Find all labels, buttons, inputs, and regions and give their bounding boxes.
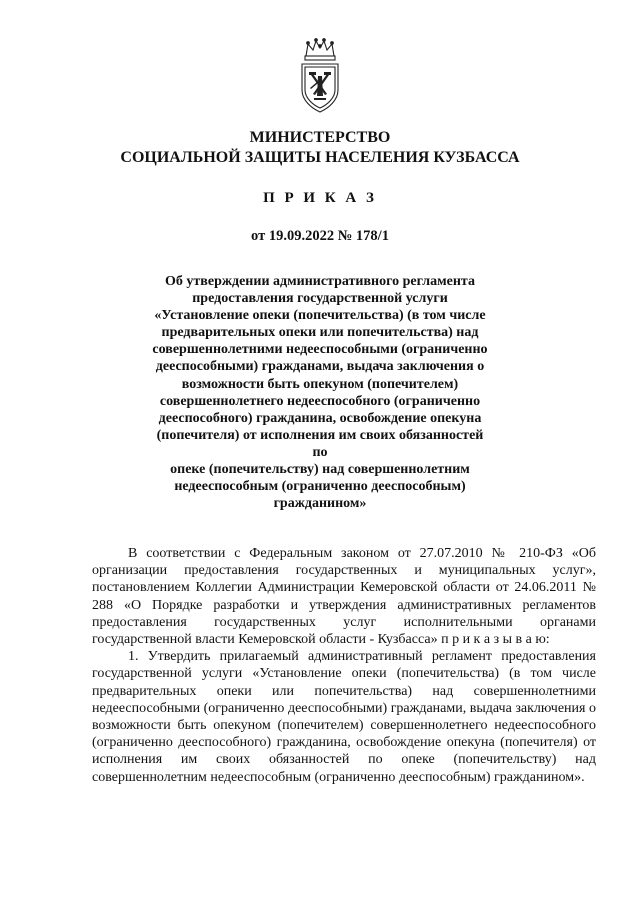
title-line: возможности быть опекуном (попечителем) xyxy=(181,376,459,392)
document-body xyxy=(92,545,596,786)
order-number: от 19.09.2022 № 178/1 xyxy=(251,228,389,244)
title-line: гражданином» xyxy=(273,496,367,512)
order-heading: П Р И К А З xyxy=(263,190,377,206)
kuzbass-coat-of-arms-icon xyxy=(296,36,344,114)
title-line: совершеннолетними недееспособными (ограниченно xyxy=(152,342,488,358)
title-line: недееспособным (ограниченно дееспособным) xyxy=(174,479,466,495)
ministry-line-2: СОЦИАЛЬНОЙ ЗАЩИТЫ НАСЕЛЕНИЯ КУЗБАССА xyxy=(120,149,520,166)
title-line: опеке (попечительству) над совершеннолетним xyxy=(170,462,470,478)
ministry-header xyxy=(60,128,580,168)
ministry-line-1: МИНИСТЕРСТВО xyxy=(249,129,391,146)
item-1-paragraph: 1. Утвердить прилагаемый административный регламент предоставления государственной услуги «Установление опеки (попечительства) (в том числе предварительных опеки или попечительства) над совершеннолетними недееспособными (ограниченно дееспособными) гражданами, выдача заключения о возможности быть опекуном (попечителем) совершеннолетнего недееспособного (ограниченно дееспособного) гражданина, освобождение опекуна (попечителя) от исполнения им своих обязанностей по опеке (попечительству) над совершеннолетним недееспособным (ограниченно дееспособным) гражданином». xyxy=(92,649,596,785)
title-line: предоставления государственной услуги xyxy=(192,291,448,307)
title-line: дееспособного) гражданина, освобождение опекуна xyxy=(158,410,482,426)
title-line: «Установление опеки (попечительства) (в том числе xyxy=(154,308,486,324)
title-line: предварительных опеки или попечительства) над xyxy=(161,325,479,341)
title-line: Об утверждении административного регламента xyxy=(165,274,475,289)
preamble-paragraph: В соответствии с Федеральным законом от 27.07.2010 № 210-ФЗ «Об организации предоставления государственных и муниципальных услуг», постановлением Коллегии Администрации Кемеровской области от 24.06.2011 № 288 «О Порядке разработки и утверждения административных регламентов предоставления государственных услуг исполнительными органами государственной власти Кемеровской области - Кузбасса» п р и к а з ы в а ю: xyxy=(92,546,596,648)
title-line: совершеннолетнего недееспособного (ограниченно xyxy=(159,393,481,409)
title-line: (попечителя) от исполнения им своих обязанностей по xyxy=(156,427,484,460)
title-line: дееспособными) гражданами, выдача заключения о xyxy=(155,359,485,375)
document-title xyxy=(150,273,490,512)
